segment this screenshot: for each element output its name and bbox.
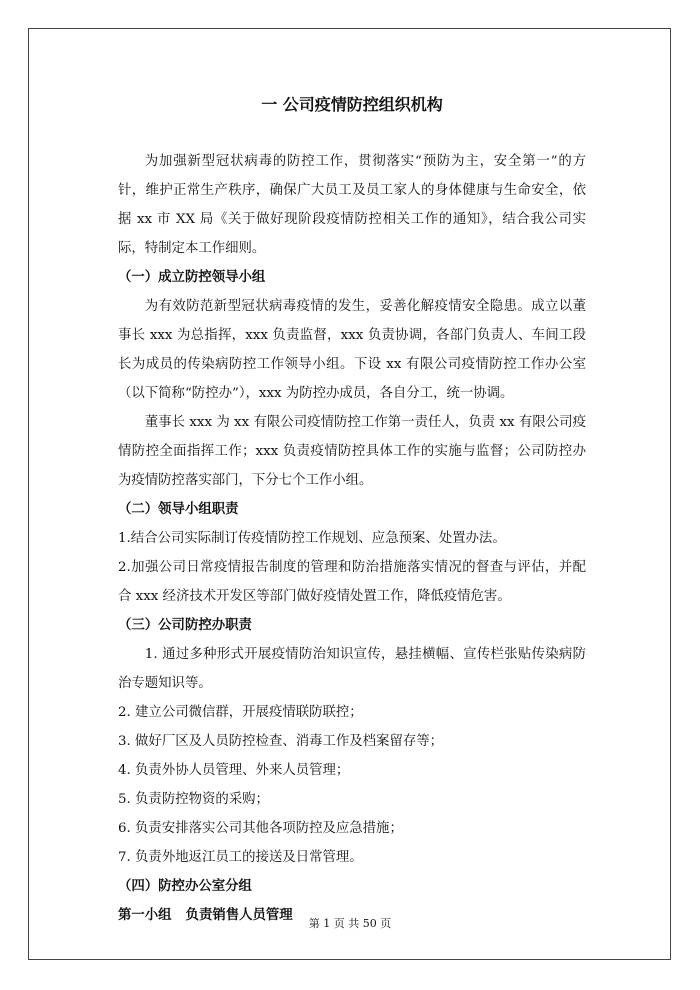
section-4-subheading: 第一小组 负责销售人员管理: [118, 908, 293, 923]
section-3-heading: （三）公司防控办职责: [118, 618, 252, 633]
section-3-item-1: 1. 通过多种形式开展疫情防治知识宣传，悬挂横幅、宣传栏张贴传染病防治专题知识等。: [118, 647, 586, 691]
section-3-item-2: 2. 建立公司微信群，开展疫情联防联控；: [118, 705, 363, 720]
section-2-item-1: 1.结合公司实际制订传疫情防控工作规划、应急预案、处置办法。: [118, 531, 506, 546]
intro-paragraph: 为加强新型冠状病毒的防控工作，贯彻落实“预防为主，安全第一”的方针，维护正常生产秩序，确保广大员工及员工家人的身体健康与生命安全，依据 xx 市 XX 局《关于做好现阶段疫情防控相关工作的通知》，结合我公司实际，特制定本工作细则。: [118, 154, 586, 256]
section-3-item-4: 4. 负责外协人员管理、外来人员管理；: [118, 763, 350, 778]
document-body: [118, 0, 586, 990]
section-1-paragraph-2: 董事长 xxx 为 xx 有限公司疫情防控工作第一责任人，负责 xx 有限公司疫情防控全面指挥工作；xxx 负责疫情防控具体工作的实施与监督；公司防控办为疫情防控落实部门，下分七个工作小组。: [118, 415, 586, 488]
section-3-item-3: 3. 做好厂区及人员防控检查、消毒工作及档案留存等；: [118, 734, 444, 749]
section-3-item-5: 5. 负责防控物资的采购；: [118, 792, 269, 807]
page-footer: 第 1 页 共 50 页: [308, 917, 392, 930]
section-2-item-2: 2.加强公司日常疫情报告制度的管理和防治措施落实情况的督查与评估，并配合 xxx 经济技术开发区等部门做好疫情处置工作，降低疫情危害。: [118, 560, 586, 604]
section-1-paragraph-1: 为有效防范新型冠状病毒疫情的发生，妥善化解疫情安全隐患。成立以董事长 xxx 为总指挥，xxx 负责监督，xxx 负责协调，各部门负责人、车间工段长为成员的传染病防控工作领导小组。下设 xx 有限公司疫情防控工作办公室（以下简称“防控办”），xxx 为防控办成员，各自分工，统一协调。: [118, 299, 586, 401]
document-title: 一 公司疫情防控组织机构: [261, 95, 443, 114]
section-4-heading: （四）防控办公室分组: [118, 879, 252, 894]
section-2-heading: （二）领导小组职责: [118, 502, 239, 517]
section-3-item-7: 7. 负责外地返江员工的接送及日常管理。: [118, 850, 363, 865]
section-1-heading: （一）成立防控领导小组: [118, 270, 266, 285]
section-3-item-6: 6. 负责安排落实公司其他各项防控及应急措施；: [118, 821, 403, 836]
